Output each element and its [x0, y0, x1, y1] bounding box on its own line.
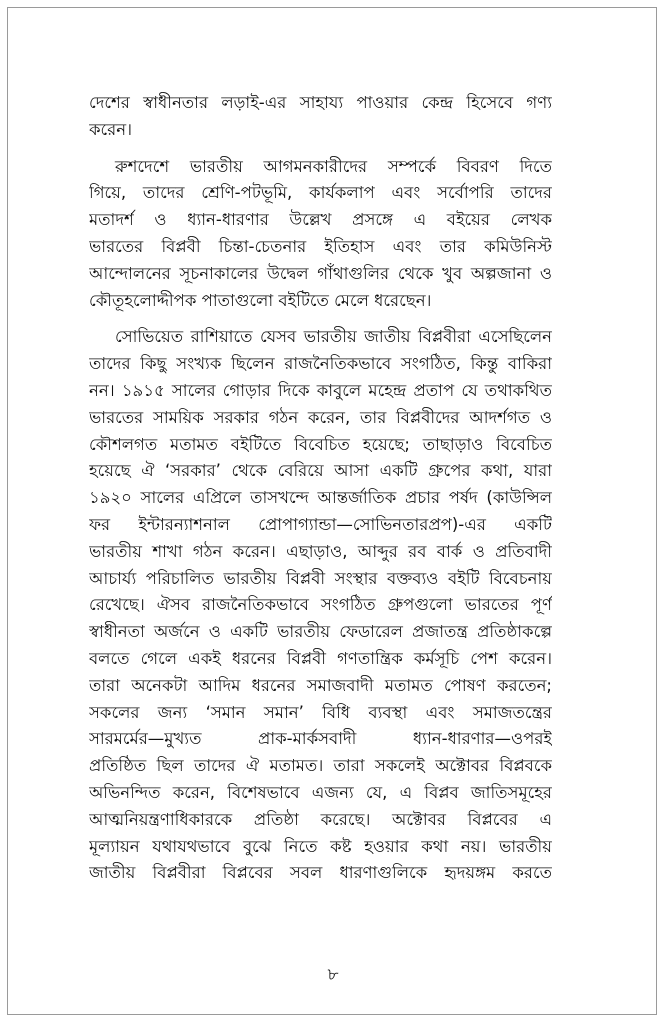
- text-line: বলতে গেলে একই ধরনের বিপ্লবী গণতান্ত্রিক কর্মসূচি পেশ করেন।: [89, 648, 552, 668]
- text-line: ১৯২০ সালের এপ্রিলে তাসখন্দে আন্তর্জাতিক প্রচার পর্ষদ (কাউন্সিল: [89, 488, 552, 508]
- text-line: জাতীয় বিপ্লবীরা বিপ্লবের সবল ধারণাগুলিকে হৃদয়ঙ্গম করতে: [89, 863, 552, 883]
- text-line: গিয়ে, তাদের শ্রেণি-পটভূমি, কার্যকলাপ এবং সর্বোপরি তাদের: [89, 183, 552, 203]
- text-line: দেশের স্বাধীনতার লড়াই-এর সাহায্য পাওয়ার কেন্দ্র হিসেবে গণ্য: [89, 93, 552, 112]
- body-text: [89, 90, 552, 887]
- text-line: মূল্যায়ন যথাযথভাবে বুঝে নিতে কষ্ট হওয়ার কথা নয়। ভারতীয়: [89, 836, 552, 856]
- text-line: তারা অনেকটা আদিম ধরনের সমাজবাদী মতামত পোষণ করতেন;: [89, 675, 552, 695]
- text-line: তাদের কিছু সংখ্যক ছিলেন রাজনৈতিকভাবে সংগঠিত, কিন্তু বাকিরা: [89, 354, 552, 374]
- paragraph-3: [89, 324, 552, 887]
- text-line: আচার্য্য পরিচালিত ভারতীয় বিপ্লবী সংস্থার বক্তব্যও বইটি বিবেচনায়: [89, 568, 552, 588]
- text-line: আন্দোলনের সূচনাকালের উদ্বেল গাঁথাগুলির থেকে খুব অল্পজানা ও: [89, 263, 552, 283]
- page-number: ৮: [327, 965, 339, 985]
- text-line: স্বাধীনতা অর্জনে ও একটি ভারতীয় ফেডারেল প্রজাতন্ত্র প্রতিষ্ঠাকল্পে: [89, 622, 552, 642]
- text-line: কৌশলগত মতামত বইটিতে বিবেচিত হয়েছে; তাছাড়াও বিবেচিত: [89, 434, 552, 454]
- text-line: রুশদেশে ভারতীয় আগমনকারীদের সম্পর্কে বিবরণ দিতে: [115, 156, 552, 176]
- text-line: কৌতূহলোদ্দীপক পাতাগুলো বইটিতে মেলে ধরেছেন।: [89, 290, 432, 310]
- text-line: নন। ১৯১৫ সালের গোড়ার দিকে কাবুলে মহেন্দ্র প্রতাপ যে তথাকথিত: [89, 380, 552, 400]
- text-line: অভিনন্দিত করেন, বিশেষভাবে এজন্য যে, এ বিপ্লব জাতিসমূহের: [89, 782, 552, 802]
- text-line: হয়েছে ঐ ‘সরকার’ থেকে বেরিয়ে আসা একটি গ্রুপের কথা, যারা: [89, 461, 552, 481]
- text-line: সারমর্মের—মুখ্যত প্রাক-মার্কসবাদী ধ্যান-ধারণার—ওপরই: [89, 729, 552, 749]
- text-line: আত্মনিয়ন্ত্রণাধিকারকে প্রতিষ্ঠা করেছে। অক্টোবর বিপ্লবের এ: [89, 809, 552, 829]
- paragraph-1: [89, 90, 552, 144]
- text-line: করেন।: [89, 119, 132, 139]
- text-line: ফর ইন্টারন্যাশনাল প্রোপাগ্যান্ডা—সোভিনতারপ্রপ)-এর একটি: [89, 514, 552, 534]
- text-line: সোভিয়েত রাশিয়াতে যেসব ভারতীয় জাতীয় বিপ্লবীরা এসেছিলেন: [115, 327, 552, 347]
- text-line: ভারতের বিপ্লবী চিন্তা-চেতনার ইতিহাস এবং তার কমিউনিস্ট: [89, 236, 552, 256]
- text-line: ভারতীয় শাখা গঠন করেন। এছাড়াও, আব্দুর রব বার্ক ও প্রতিবাদী: [89, 541, 552, 561]
- text-line: রেখেছে। ঐসব রাজনৈতিকভাবে সংগঠিত গ্রুপগুলো ভারতের পূর্ণ: [89, 595, 552, 615]
- text-line: সকলের জন্য ‘সমান সমান’ বিধি ব্যবস্থা এবং সমাজতন্ত্রের: [89, 702, 552, 722]
- text-line: ভারতের সাময়িক সরকার গঠন করেন, তার বিপ্লবীদের আদর্শগত ও: [89, 407, 552, 427]
- paragraph-2: [89, 154, 552, 315]
- text-line: মতাদর্শ ও ধ্যান-ধারণার উল্লেখ প্রসঙ্গে এ বইয়ের লেখক: [89, 210, 552, 230]
- text-line: প্রতিষ্ঠিত ছিল তাদের ঐ মতামত। তারা সকলেই অক্টোবর বিপ্লবকে: [89, 756, 552, 776]
